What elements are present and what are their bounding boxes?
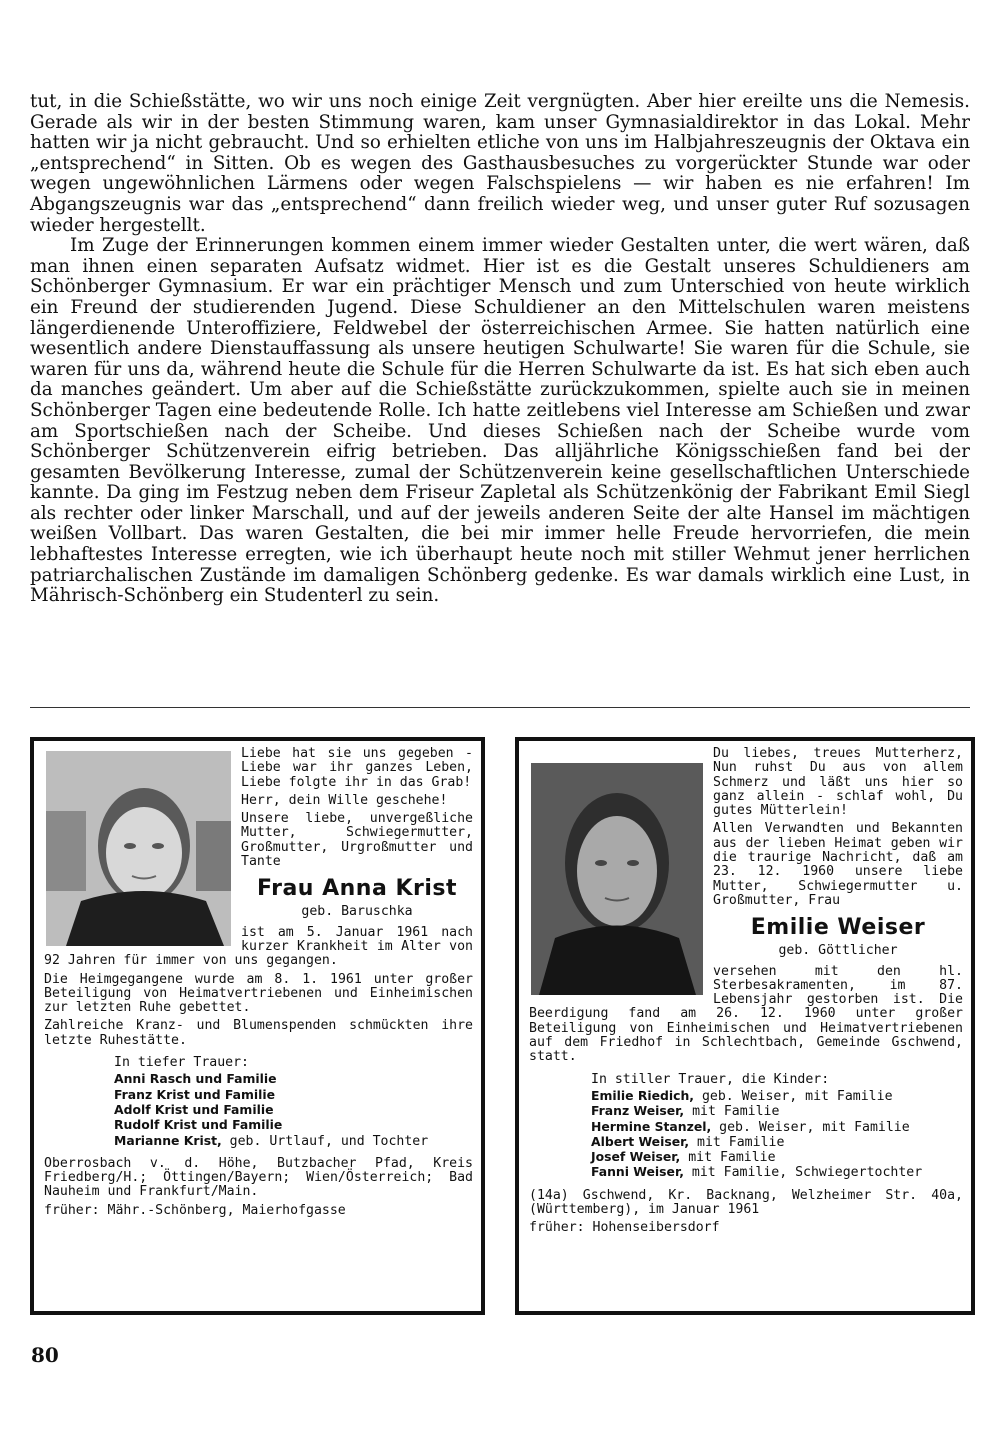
notice-former-address: früher: Mähr.-Schönberg, Maierhofgasse [44,1202,346,1218]
mourner-list [591,1089,963,1181]
maiden-name: geb. Göttlicher [778,943,898,959]
notice-prayer: Herr, dein Wille geschehe! [241,792,448,808]
mourner-item: Josef Weiser, mit Familie [591,1149,776,1166]
mourner-item: Rudolf Krist und Familie [114,1117,283,1133]
mourner-item: Fanni Weiser, mit Familie, Schwiegertochter [591,1164,923,1181]
article-paragraph: Im Zuge der Erinnerungen kommen einem immer wieder Gestalten unter, die wert wären, daß man ihnen einen separaten Aufsatz widmet. Hier ist es die Gestalt unseres Schuldieners am Schönberger Gymnasium. Er war ein prächtiger Mensch und zum Unterschied von heute wirklich ein Freund der studierenden Jugend. Diese Schuldiener an den Mittelschulen waren meistens längerdienende Unteroffiziere, Feldwebel der österreichischen Armee. Sie hatten natürlich eine wesentlich andere Dienstauffassung als unsere heutigen Schulwarte! Sie waren für die Schule, sie waren für uns da, während heute die Schule für die Herren Schulwarte da ist. Es hat sich eben auch da manches geändert. Um aber auf die Schießstätte zurückzukommen, spielte auch sie in meinen Schönberger Tagen eine bedeutende Rolle. Ich hatte zeitlebens viel Interesse am Schießen und zwar am Sportschießen nach der Scheibe. Und dieses Schießen nach der Scheibe wurde vom Schönberger Schützenverein eifrig betrieben. Das alljährliche Königsschießen fand bei der gesamten Bevölkerung Interesse, zumal der Schützenverein keine gesellschaftlichen Unterschiede kannte. Da ging im Festzug neben dem Friseur Zapletal als Schützenkönig der Fabrikant Emil Siegl als rechter oder linker Marschall, und auf der jeweils anderen Seite der alte Hansel im mächtigen weißen Vollbart. Das waren Gestalten, die bei mir immer helle Freude hervorriefen, die mein lebhaftestes Interesse erregten, wie ich überhaupt heute noch mit stiller Wehmut jener herrlichen patriarchalischen Zustände im damaligen Schönberg gedenke. Es war damals wirklich eine Lust, in Mährisch-Schönberg ein Studenterl zu sein. [30,235,970,607]
notice-address: Oberrosbach v. d. Höhe, Butzbacher Pfad, Kreis Friedberg/H.; Öttingen/Bayern; Wien/Österreich; Bad Nauheim und Frankfurt/Main. [44,1155,473,1200]
mourning-intro: In stiller Trauer, die Kinder: [591,1071,830,1087]
deceased-name: Emilie Weiser [750,915,926,941]
portrait-photo [531,763,703,995]
notice-address: (14a) Gschwend, Kr. Backnang, Welzheimer Str. 40a, (Württemberg), im Januar 1961 [529,1187,963,1218]
mourner-item: Anni Rasch und Familie [114,1071,277,1087]
notice-burial-text: Die Heimgegangene wurde am 8. 1. 1961 unter großer Beteiligung von Heimatvertriebenen und Einheimischen zur letzten Ruhe gebettet. [44,971,473,1016]
obituary-notice-anna-krist [30,737,485,1315]
notice-flowers-text: Zahlreiche Kranz- und Blumenspenden schmückten ihre letzte Ruhestätte. [44,1018,473,1048]
mourner-item: Franz Krist und Familie [114,1086,276,1102]
article-body [30,92,970,607]
notice-intro: Unsere liebe, unvergeßliche Mutter, Schwiegermutter, Großmutter, Urgroßmutter und Tante [241,811,473,870]
portrait-photo [46,751,231,946]
deceased-name: Frau Anna Krist [256,876,458,902]
article-paragraph: tut, in die Schießstätte, wo wir uns noch einige Zeit vergnügten. Aber hier ereilte uns die Nemesis. Gerade als wir in der besten Stimmung waren, kam unser Gymnasialdirektor in das Lokal. Mehr hatten wir ja nicht gebraucht. Und so erhielten etliche von uns im Halbjahreszeugnis der Oktava ein „entsprechend“ in Sitten. Ob es wegen des Gasthausbesuches zu vorgerückter Stunde war oder wegen ungewöhnlichen Lärmens oder wegen Falschspielens — wir haben es nie erfahren! Im Abgangszeugnis war das „entsprechend“ dann freilich wieder weg, und unser guter Ruf sozusagen wieder hergestellt. [30,91,970,236]
mourner-item: Albert Weiser, mit Familie [591,1133,785,1150]
notice-intro: Allen Verwandten und Bekannten aus der lieben Heimat geben wir die traurige Nachricht, daß am 23. 12. 1960 unsere liebe Mutter, Schwiegermutter u. Großmutter, Frau [713,821,963,908]
mourning-intro: In tiefer Trauer: [114,1055,249,1071]
notice-verse: Liebe hat sie uns gegeben - Liebe war ihr ganzes Leben, Liebe folgte ihr in das Grab! [241,746,473,790]
mourner-item: Emilie Riedich, geb. Weiser, mit Familie [591,1087,893,1104]
section-divider [30,707,970,708]
mourner-item: Adolf Krist und Familie [114,1101,274,1117]
notice-death-text: ist am 5. Januar 1961 nach kurzer Krankheit im Alter von 92 Jahren für immer von uns gegangen. [44,924,473,969]
notice-verse: Du liebes, treues Mutterherz, Nun ruhst Du aus von allem Schmerz und läßt uns hier so ganz allein - schlaf wohl, Du gutes Mütterlein! [713,746,963,819]
maiden-name: geb. Baruschka [301,904,413,920]
obituary-notice-emilie-weiser [515,737,975,1315]
notice-former-address: früher: Hohenseibersdorf [529,1220,720,1236]
page-number: 80 [31,1343,59,1367]
mourner-item: Franz Weiser, mit Familie [591,1103,780,1120]
mourner-item: Hermine Stanzel, geb. Weiser, mit Familie [591,1118,910,1135]
mourner-list [114,1072,473,1148]
notice-death-text: versehen mit den hl. Sterbesakramenten, im 87. Lebensjahr gestorben ist. Die Beerdigung fand am 26. 12. 1960 unter großer Beteiligung von Einheimischen und Heimatvertriebenen auf dem Friedhof in Schlechtbach, Gemeinde Gschwend, statt. [529,963,963,1065]
mourner-item: Marianne Krist, geb. Urtlauf, und Tochter [114,1132,429,1149]
